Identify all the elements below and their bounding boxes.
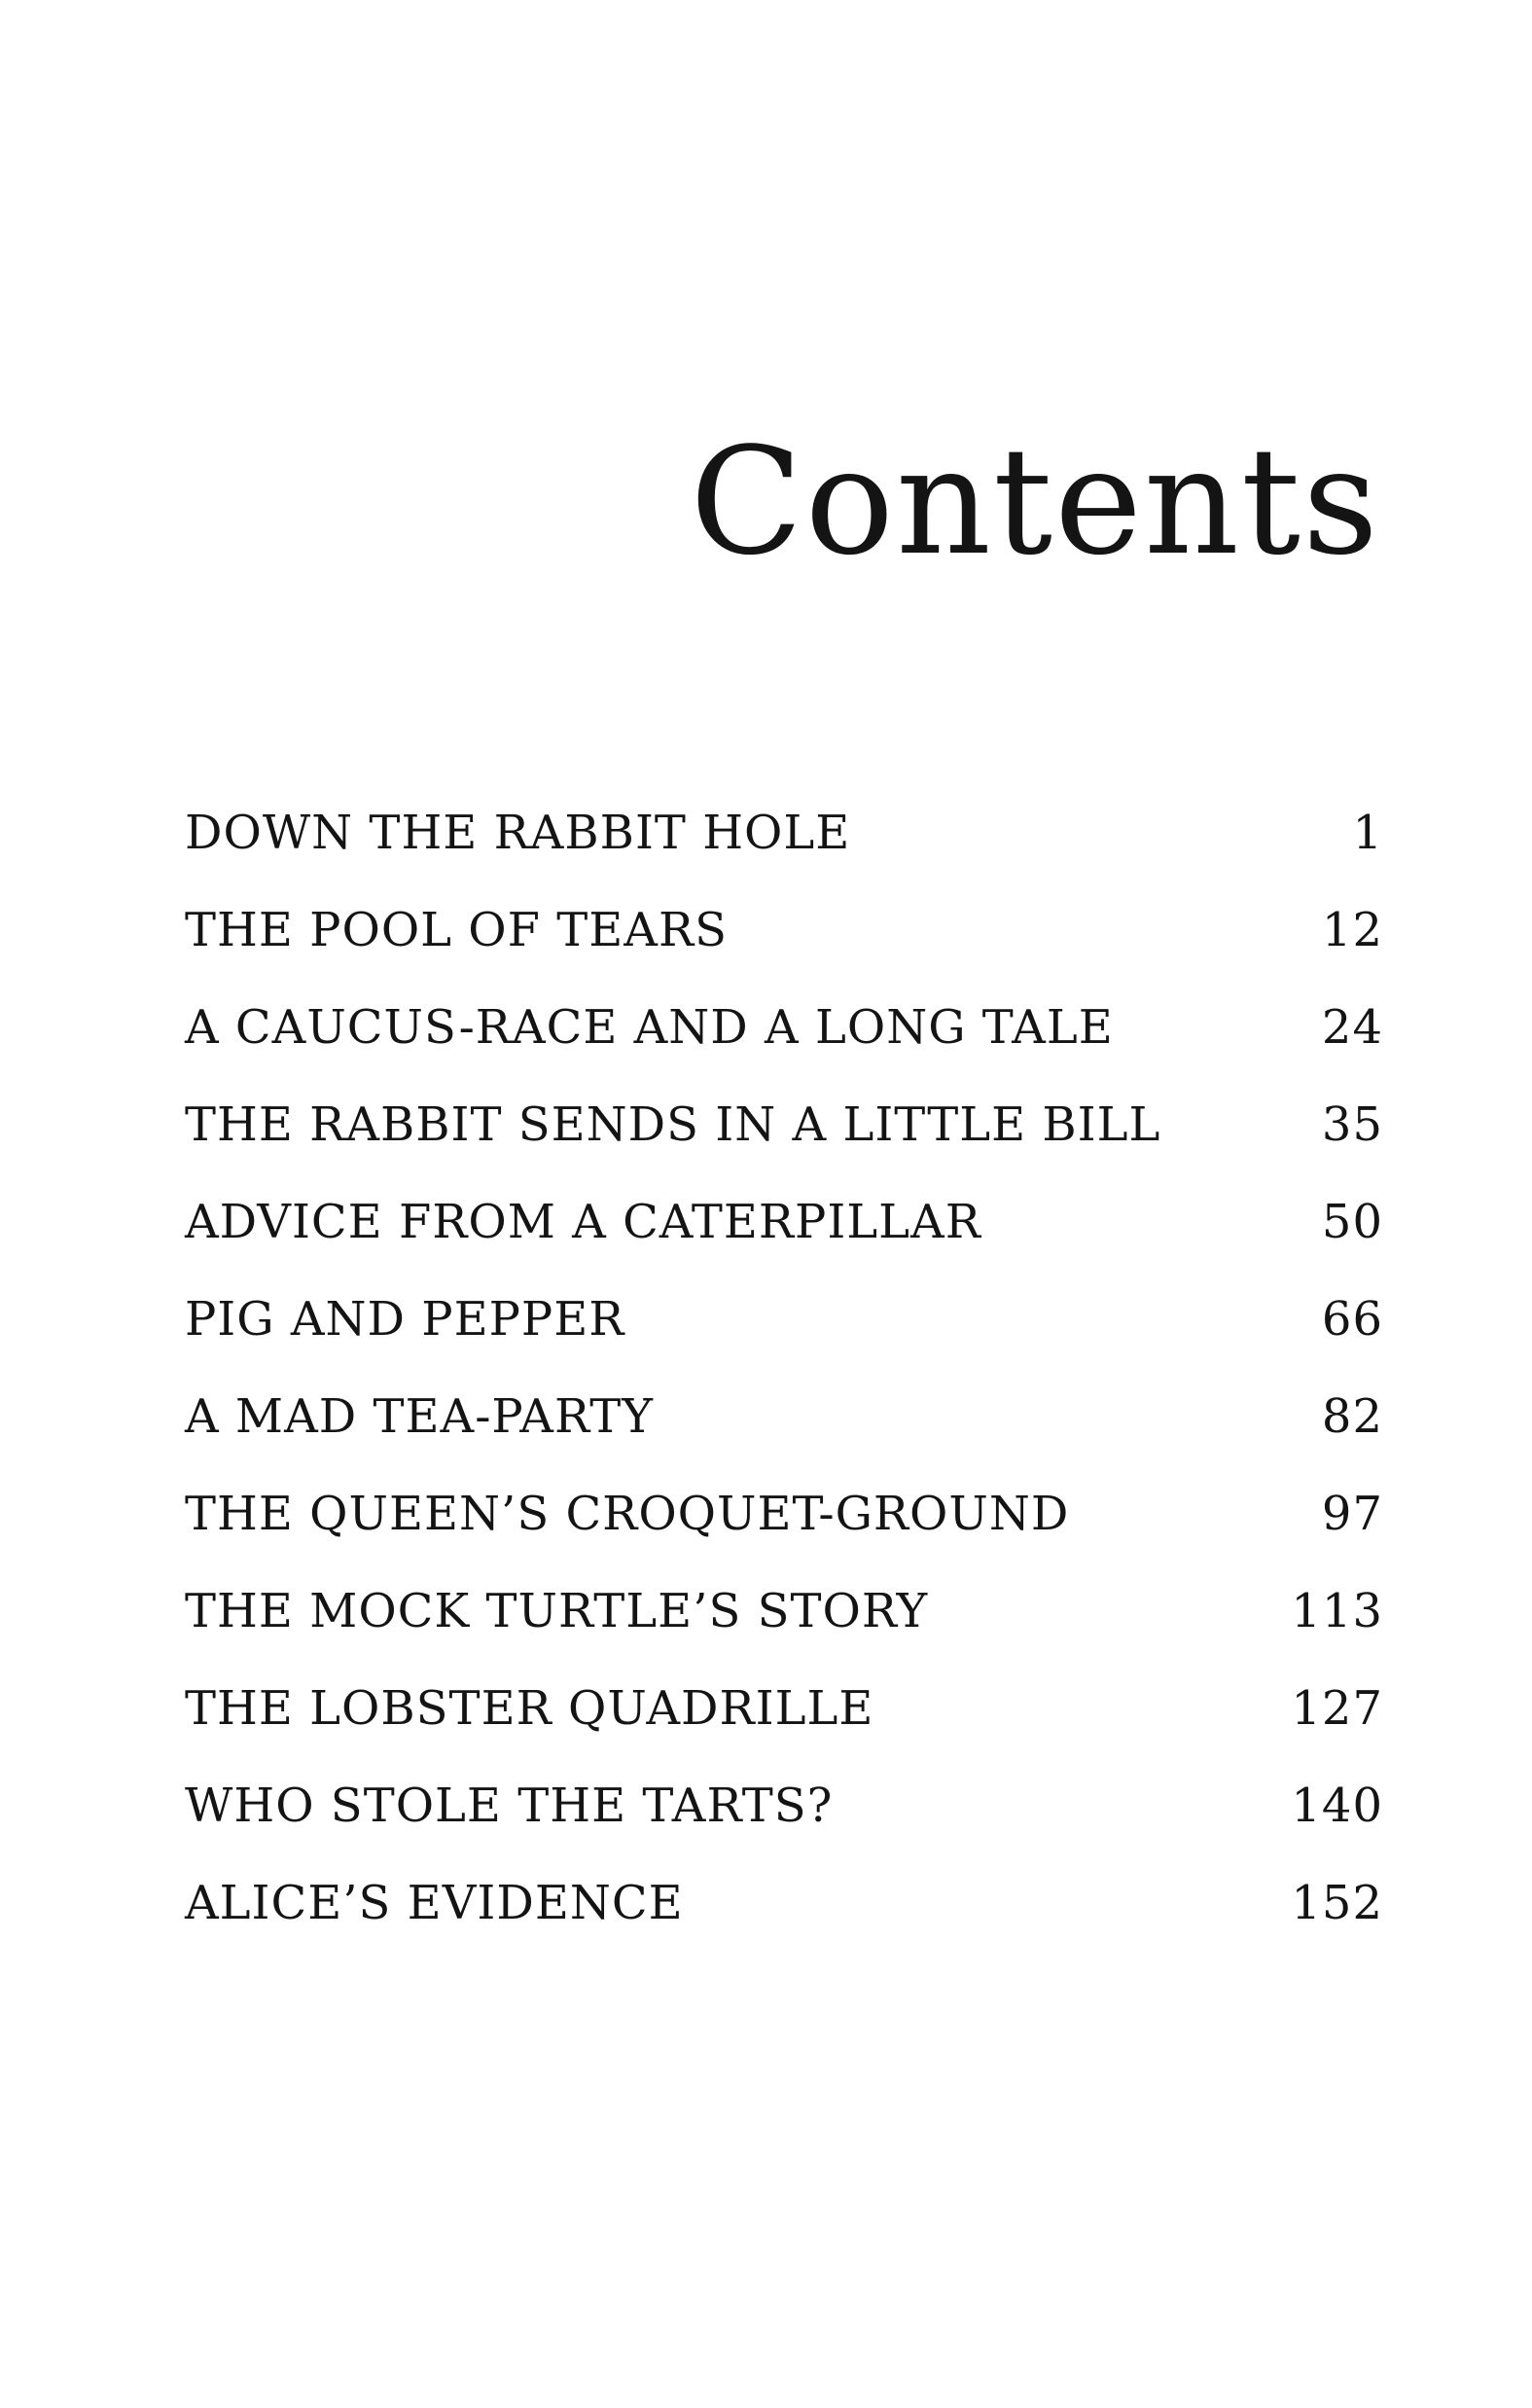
toc-entry-page-number: 152 (1291, 1876, 1383, 1930)
toc-entry-title: ADVICE FROM A CATERPILLAR (185, 1195, 981, 1249)
toc-entry (185, 1389, 1383, 1491)
toc-entry-page-number: 113 (1291, 1584, 1383, 1638)
toc-entry (185, 1195, 1383, 1296)
toc-entry-title: WHO STOLE THE TARTS? (185, 1779, 834, 1833)
toc-entry (185, 806, 1383, 907)
toc-entry-page-number: 127 (1291, 1681, 1383, 1736)
toc-entry-title: ALICE’S EVIDENCE (185, 1876, 684, 1930)
toc-entry (185, 1000, 1383, 1101)
toc-entry-title: THE QUEEN’S CROQUET-GROUND (185, 1487, 1070, 1541)
toc-entry-page-number: 50 (1321, 1195, 1383, 1249)
table-of-contents (185, 806, 1383, 1977)
toc-entry-title: THE LOBSTER QUADRILLE (185, 1681, 874, 1736)
toc-entry-page-number: 97 (1321, 1487, 1383, 1541)
toc-entry-page-number: 1 (1352, 806, 1383, 860)
toc-entry (185, 1097, 1383, 1199)
toc-entry-title: A MAD TEA-PARTY (185, 1389, 654, 1444)
toc-entry-title: PIG AND PEPPER (185, 1292, 625, 1347)
toc-entry (185, 1876, 1383, 1977)
toc-entry (185, 1779, 1383, 1880)
toc-entry-title: DOWN THE RABBIT HOLE (185, 806, 851, 860)
toc-entry (185, 1487, 1383, 1588)
toc-entry-title: THE POOL OF TEARS (185, 903, 728, 957)
page-title: Contents (690, 415, 1380, 588)
toc-entry-page-number: 66 (1321, 1292, 1383, 1347)
toc-entry-page-number: 24 (1321, 1000, 1383, 1055)
toc-entry (185, 903, 1383, 1004)
toc-entry (185, 1292, 1383, 1393)
toc-entry-page-number: 35 (1321, 1097, 1383, 1152)
toc-entry (185, 1584, 1383, 1685)
toc-entry-page-number: 82 (1321, 1389, 1383, 1444)
toc-entry-page-number: 12 (1321, 903, 1383, 957)
toc-entry-title: THE RABBIT SENDS IN A LITTLE BILL (185, 1097, 1161, 1152)
toc-entry-title: THE MOCK TURTLE’S STORY (185, 1584, 929, 1638)
toc-entry-title: A CAUCUS-RACE AND A LONG TALE (185, 1000, 1114, 1055)
toc-entry (185, 1681, 1383, 1782)
toc-entry-page-number: 140 (1291, 1779, 1383, 1833)
